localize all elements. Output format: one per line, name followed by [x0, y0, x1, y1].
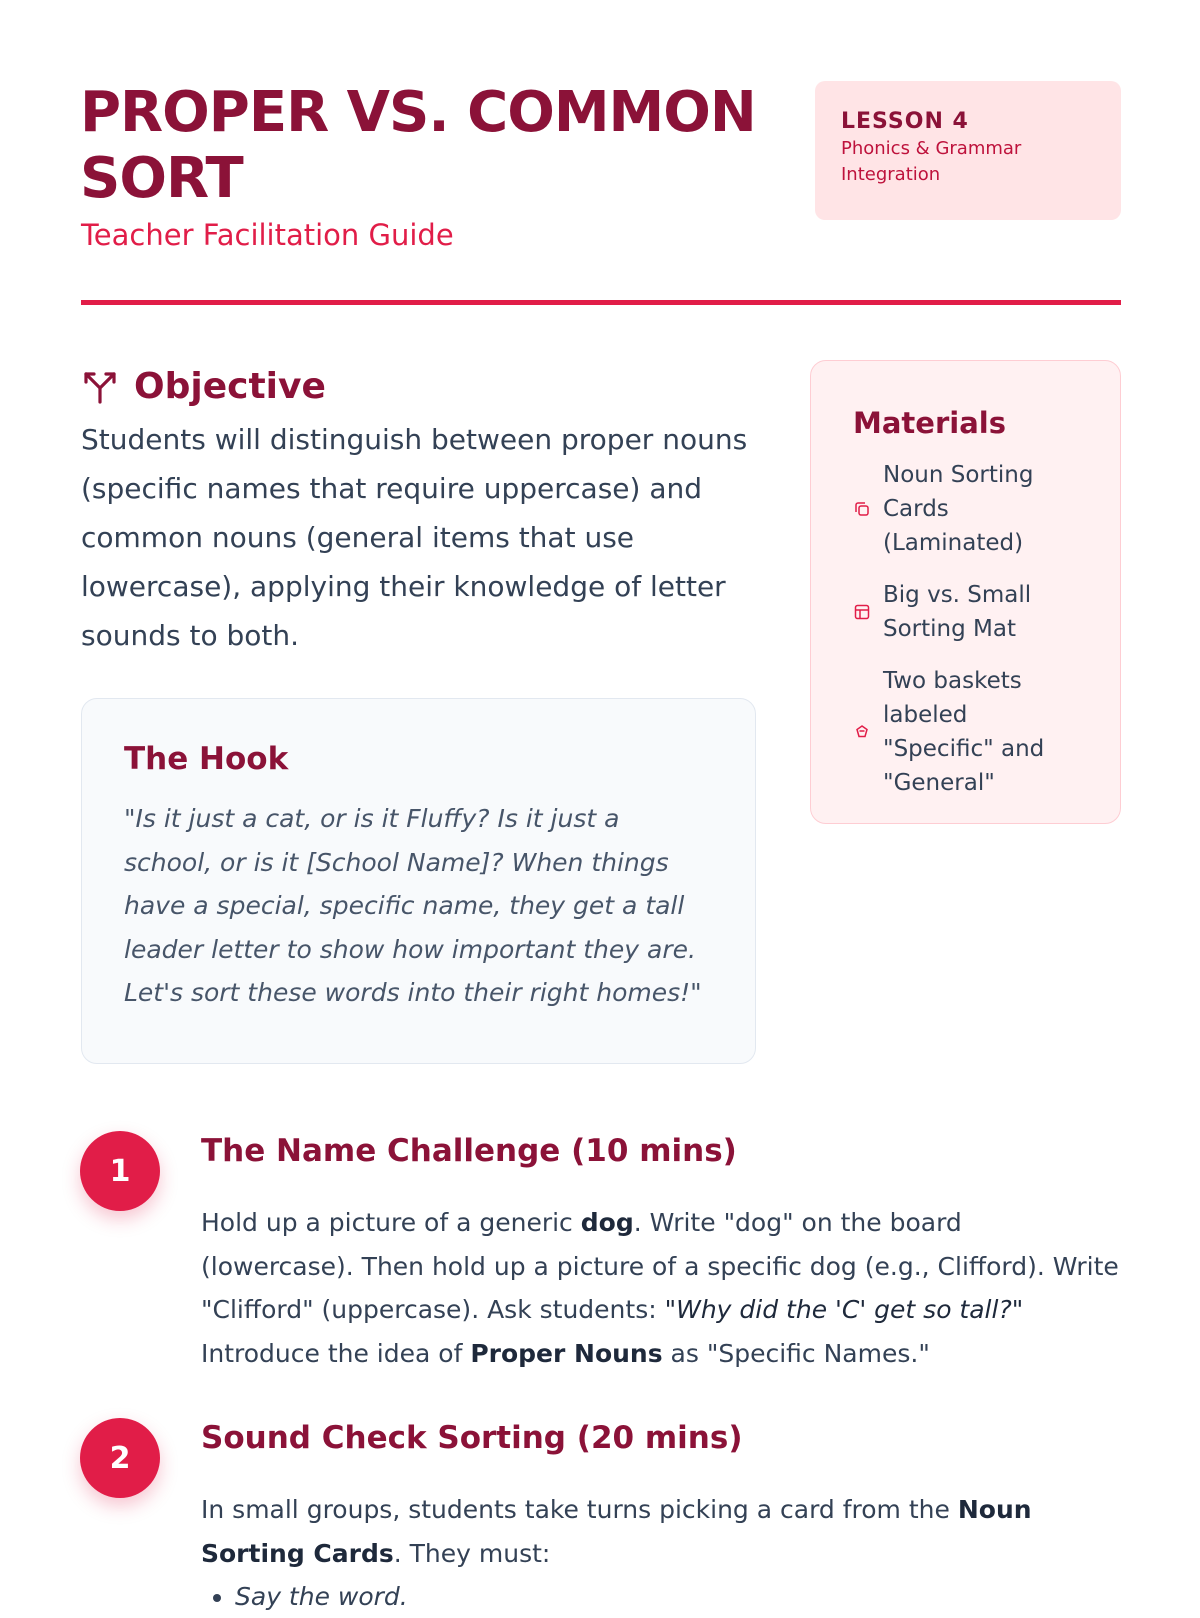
materials-list: [853, 458, 1080, 800]
page-title: PROPER VS. COMMON SORT: [80, 80, 756, 211]
lesson-subject: Phonics & Grammar Integration: [841, 138, 1022, 185]
materials-item: [853, 578, 1080, 646]
step-number-badge: 2: [80, 1418, 160, 1498]
objective-title: Objective: [134, 365, 326, 407]
cards-icon: [853, 500, 871, 518]
objective-text: Students will distinguish between proper nouns (specific names that require uppercase) and common nouns (general items that use lowercase), applying their knowledge of letter sounds to both.: [81, 423, 748, 652]
branch-arrows-icon: [80, 366, 120, 406]
step-bullets: [201, 1575, 408, 1618]
materials-card: [810, 360, 1121, 824]
mat-icon: [853, 603, 871, 621]
basket-icon: [853, 723, 871, 741]
materials-item: [853, 458, 1080, 560]
hook-card: [81, 698, 756, 1064]
step-2: [80, 1418, 1125, 1618]
lesson-number: LESSON 4: [841, 109, 969, 134]
step-bullet: • Say the word.: [235, 1575, 408, 1618]
materials-item: [853, 664, 1080, 800]
hook-title: The Hook: [124, 741, 289, 777]
page-subtitle: Teacher Facilitation Guide: [81, 218, 454, 252]
step-text: In small groups, students take turns picking a card from the Noun Sorting Cards. They must:: [201, 1495, 1032, 1568]
materials-item-label: Big vs. Small Sorting Mat: [883, 582, 1032, 642]
step-1: [80, 1131, 1125, 1391]
header-divider: [81, 300, 1121, 305]
materials-item-label: Noun Sorting Cards (Laminated): [883, 462, 1034, 556]
step-title: Sound Check Sorting (20 mins): [201, 1420, 743, 1456]
step-number-badge: 1: [80, 1131, 160, 1211]
hook-text: "Is it just a cat, or is it Fluffy? Is it just a school, or is it [School Name]? When things have a special, specific name, they get a tall leader letter to show how important they are. Let's sort these words into their right homes!": [124, 804, 702, 1007]
materials-item-label: Two baskets labeled "Specific" and "General": [883, 668, 1045, 796]
materials-title: Materials: [853, 406, 1006, 440]
step-title: The Name Challenge (10 mins): [201, 1133, 737, 1169]
step-text: Hold up a picture of a generic dog. Write "dog" on the board (lowercase). Then hold up a picture of a specific dog (e.g., Clifford). Write "Clifford" (uppercase). Ask students: "Why did the 'C' get so tall?" Introduce the idea of Proper Nouns as "Specific Names.": [201, 1208, 1119, 1368]
lesson-badge: [815, 81, 1121, 220]
objective-heading: [80, 362, 326, 410]
